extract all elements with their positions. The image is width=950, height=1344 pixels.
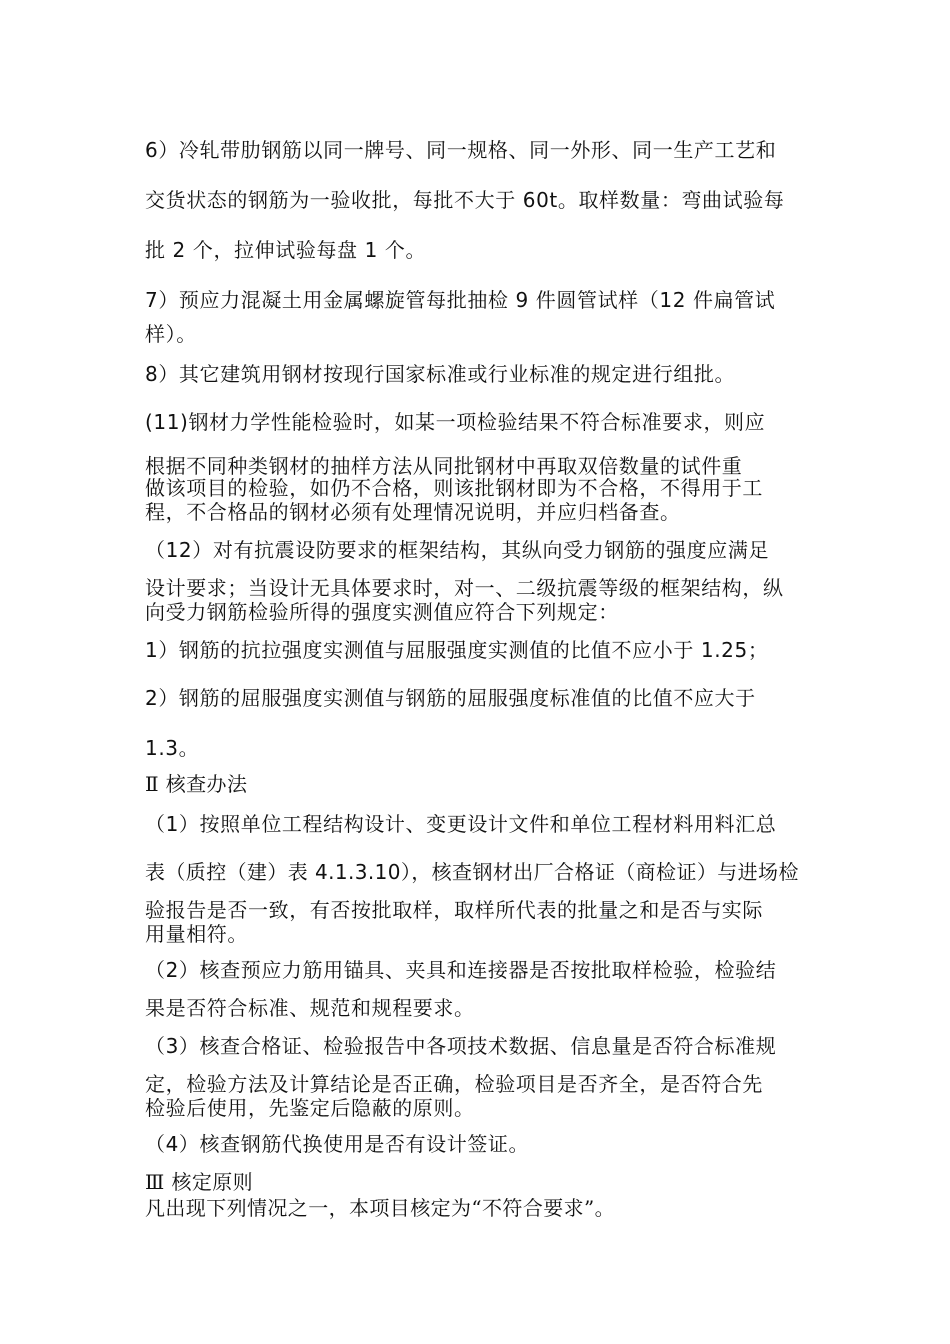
section-heading: Ⅲ 核定原则	[145, 1170, 254, 1194]
text-line: 凡出现下列情况之一，本项目核定为“不符合要求”。	[145, 1196, 616, 1220]
text-line: （1）按照单位工程结构设计、变更设计文件和单位工程材料用料汇总	[145, 812, 777, 836]
text-line: 程，不合格品的钢材必须有处理情况说明，并应归档备查。	[145, 500, 681, 524]
text-line: 批 2 个，拉伸试验每盘 1 个。	[145, 238, 427, 262]
text-line: 果是否符合标准、规范和规程要求。	[145, 996, 475, 1020]
text-line: 设计要求；当设计无具体要求时，对一、二级抗震等级的框架结构，纵	[145, 576, 784, 600]
text-line: 1）钢筋的抗拉强度实测值与屈服强度实测值的比值不应小于 1.25；	[145, 638, 769, 662]
text-line: 向受力钢筋检验所得的强度实测值应符合下列规定：	[145, 600, 619, 624]
text-line: 表（质控（建）表 4.1.3.10），核查钢材出厂合格证（商检证）与进场检	[145, 860, 799, 884]
text-line: （2）核查预应力筋用锚具、夹具和连接器是否按批取样检验，检验结	[145, 958, 777, 982]
text-line: （4）核查钢筋代换使用是否有设计签证。	[145, 1132, 530, 1156]
text-line: 8）其它建筑用钢材按现行国家标准或行业标准的规定进行组批。	[145, 362, 736, 386]
text-line: （12）对有抗震设防要求的框架结构，其纵向受力钢筋的强度应满足	[145, 538, 770, 562]
text-line: 用量相符。	[145, 922, 248, 946]
text-line: (11)钢材力学性能检验时，如某一项检验结果不符合标准要求，则应	[145, 410, 766, 434]
text-line: 检验后使用，先鉴定后隐蔽的原则。	[145, 1096, 475, 1120]
text-line: 根据不同种类钢材的抽样方法从同批钢材中再取双倍数量的试件重	[145, 454, 743, 478]
text-line: 样）。	[145, 322, 197, 346]
text-line: 验报告是否一致，有否按批取样，取样所代表的批量之和是否与实际	[145, 898, 763, 922]
section-heading: Ⅱ 核查办法	[145, 772, 248, 796]
text-line: 7）预应力混凝土用金属螺旋管每批抽检 9 件圆管试样（12 件扁管试	[145, 288, 776, 312]
text-line: 做该项目的检验，如仍不合格，则该批钢材即为不合格，不得用于工	[145, 476, 763, 500]
text-line: 2）钢筋的屈服强度实测值与钢筋的屈服强度标准值的比值不应大于	[145, 686, 756, 710]
text-line: 6）冷轧带肋钢筋以同一牌号、同一规格、同一外形、同一生产工艺和	[145, 138, 777, 162]
text-line: 定，检验方法及计算结论是否正确，检验项目是否齐全，是否符合先	[145, 1072, 763, 1096]
text-line: （3）核查合格证、检验报告中各项技术数据、信息量是否符合标准规	[145, 1034, 777, 1058]
text-line: 1.3。	[145, 736, 200, 760]
text-line: 交货状态的钢筋为一验收批，每批不大于 60t。取样数量：弯曲试验每	[145, 188, 785, 212]
